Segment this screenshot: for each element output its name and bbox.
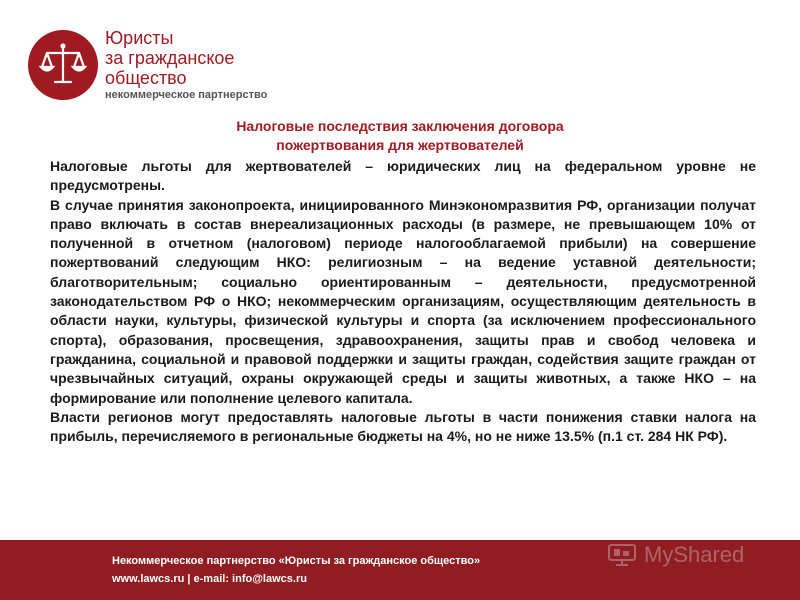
slide-title-line2: пожертвования для жертвователей [276,137,524,153]
paragraph-draft-law: В случае принятия законопроекта, инициированного Минэкономразвития РФ, организации получат право включать в состав внереализационных расходы (в размере, не превышающем 10% от полученной в отчетном (налоговом) периоде налогооблагаемой прибыли) на совершение пожертвований следующим НКО: религиозным – на ведение уставной деятельности; благотворительным; социально ориентированным – деятельности, предусмотренной законодательством РФ о НКО; некоммерческим организациям, осуществляющим деятельность в области науки, культуры, физической культуры и спорта (за исключением профессионального спорта), образования, просвещения, здравоохранения, защиты прав и свобод человека и гражданина, социальной и правовой поддержки и защиты граждан, содействия защите граждан от чрезвычайных ситуаций, охраны окружающей среды и защиты животных, а также НКО – на формирование или пополнение целевого капитала. [50,196,756,406]
paragraph-regional-benefits: Власти регионов могут предоставлять налоговые льготы в части понижения ставки налога на прибыль, перечисляемого в региональные бюджеты на 4%, но не ниже 13.5% (п.1 ст. 284 НК РФ). [50,408,756,445]
footer-bar [0,540,800,600]
logo-name-line1: Юристы [105,28,174,48]
logo-name-line2: за гражданское [105,48,235,68]
paragraph-no-benefits: Налоговые льготы для жертвователей – юридических лиц на федеральном уровне не предусмотрены. [50,158,756,194]
watermark-text: MyShared [644,542,745,567]
logo-subtitle: некоммерческое партнерство [105,89,268,101]
slide-title-line1: Налоговые последствия заключения договора [236,118,564,134]
logo-name-line3: общество [105,68,187,88]
footer-contacts: www.lawcs.ru | e-mail: info@lawcs.ru [112,573,307,585]
footer-organization: Некоммерческое партнерство «Юристы за гражданское общество» [112,555,481,567]
slide-title [50,117,750,155]
scales-icon [28,30,98,100]
watermark [608,540,788,570]
presentation-icon [608,544,636,566]
slide-body [50,157,756,446]
logo [28,26,318,106]
